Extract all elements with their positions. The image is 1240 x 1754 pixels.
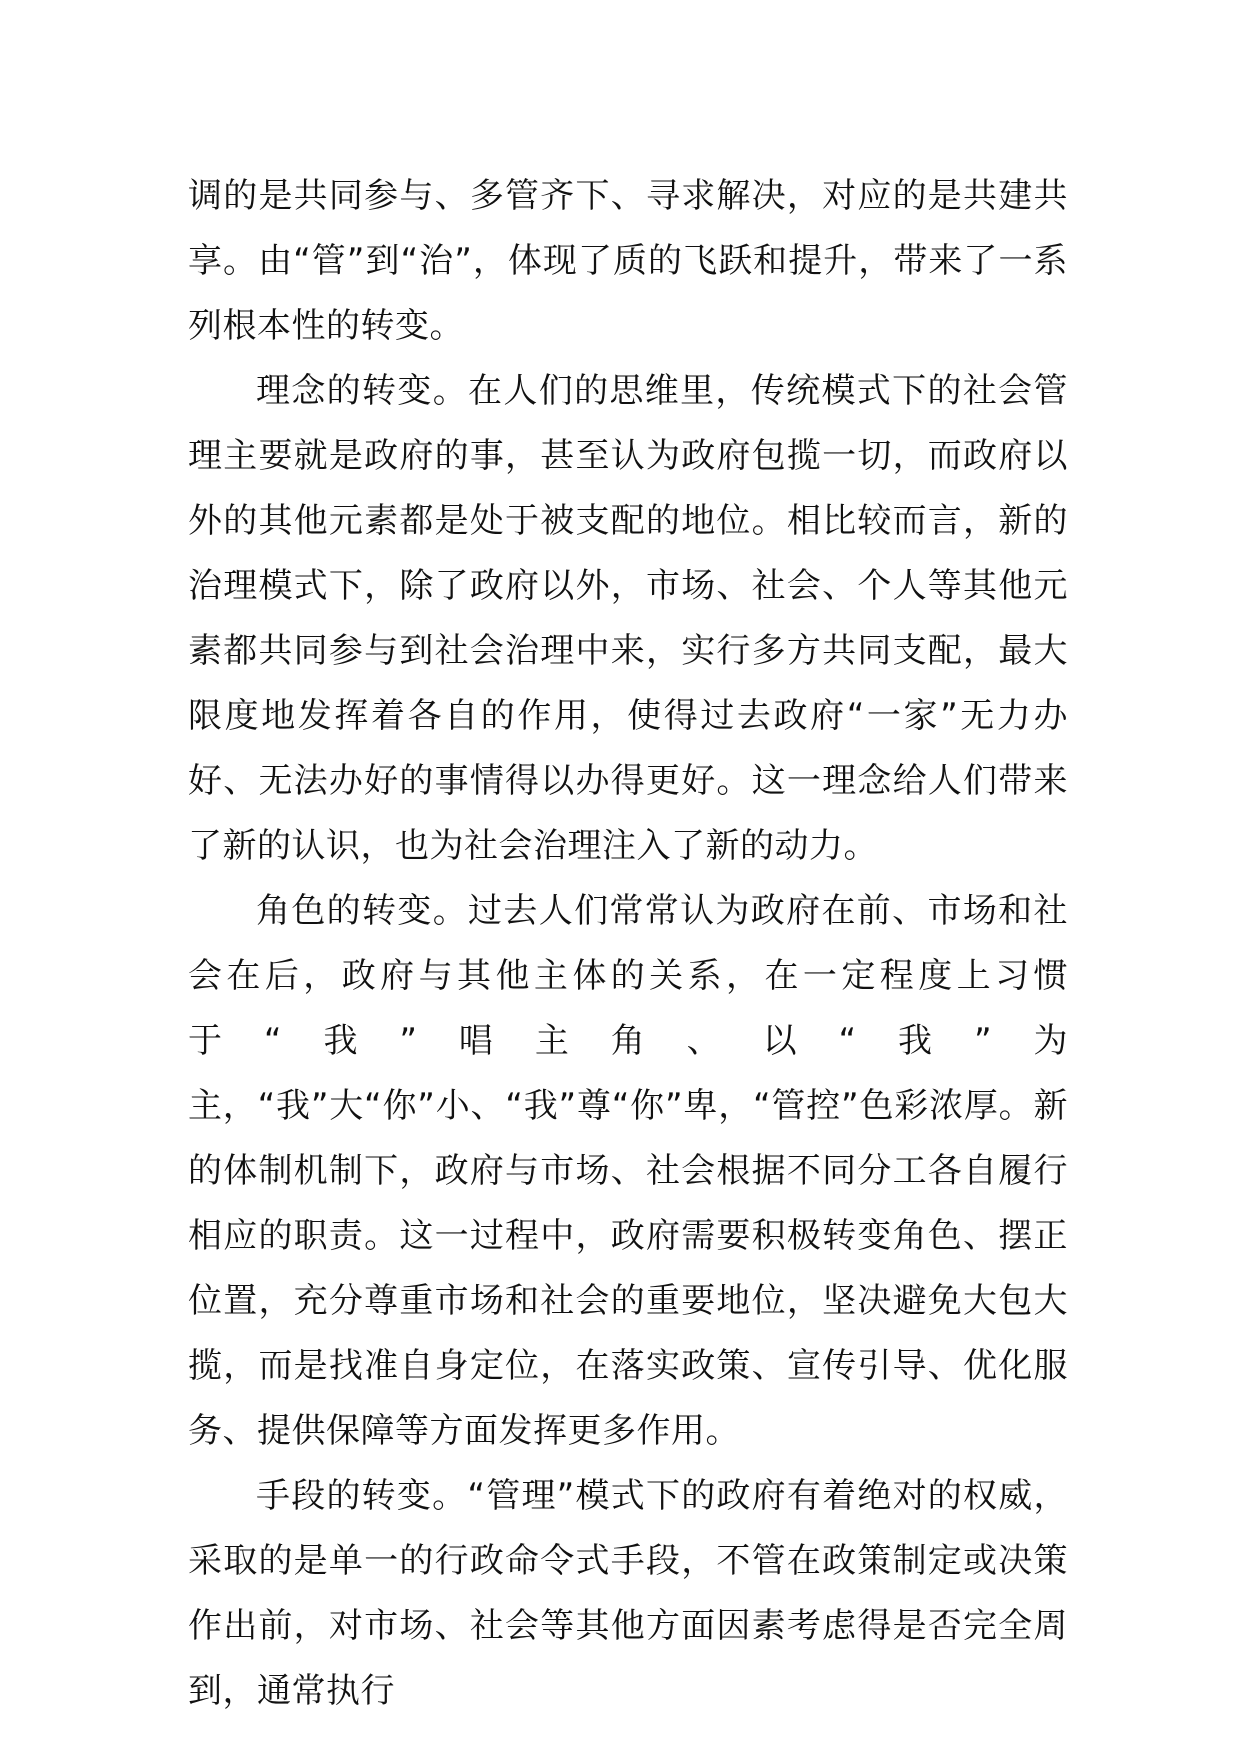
paragraph-concept-change: 理念的转变。在人们的思维里，传统模式下的社会管理主要就是政府的事，甚至认为政府包揽一切，而政府以外的其他元素都是处于被支配的地位。相比较而言，新的治理模式下，除了政府以外，市场、社会、个人等其他元素都共同参与到社会治理中来，实行多方共同支配，最大限度地发挥着各自的作用，使得过去政府“一家”无力办好、无法办好的事情得以办得更好。这一理念给人们带来了新的认识，也为社会治理注入了新的动力。 [188,371,1068,866]
document-body [188,164,1068,1724]
paragraph-continuation: 调的是共同参与、多管齐下、寻求解决，对应的是共建共享。由“管”到“治”，体现了质的飞跃和提升，带来了一系列根本性的转变。 [188,176,1068,346]
paragraph-means-change: 手段的转变。“管理”模式下的政府有着绝对的权威，采取的是单一的行政命令式手段，不管在政策制定或决策作出前，对市场、社会等其他方面因素考虑得是否完全周到，通常执行 [188,1476,1068,1711]
paragraph-role-change: 角色的转变。过去人们常常认为政府在前、市场和社会在后，政府与其他主体的关系，在一定程度上习惯于“我”唱主角、以“我”为主，“我”大“你”小、“我”尊“你”卑，“管控”色彩浓厚。新的体制机制下，政府与市场、社会根据不同分工各自履行相应的职责。这一过程中，政府需要积极转变角色、摆正位置，充分尊重市场和社会的重要地位，坚决避免大包大揽，而是找准自身定位，在落实政策、宣传引导、优化服务、提供保障等方面发挥更多作用。 [188,891,1068,1451]
